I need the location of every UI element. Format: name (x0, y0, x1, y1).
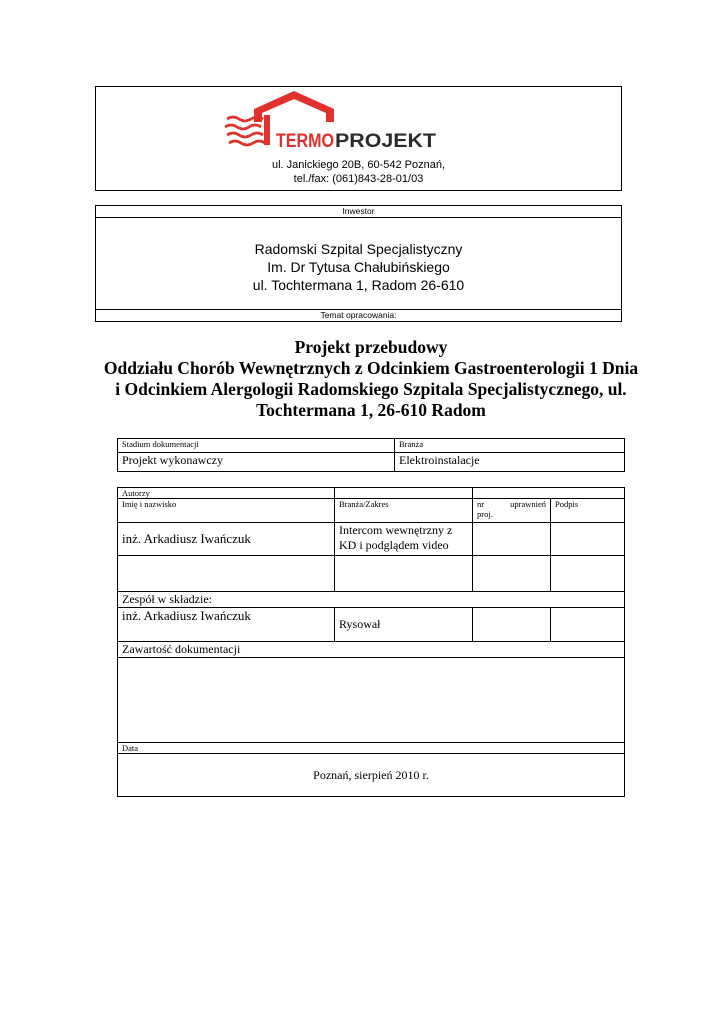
title-line-3: i Odcinkiem Alergologii Radomskiego Szpitala Specjalistycznego, ul. (115, 379, 627, 399)
documentation-stage-table (117, 438, 625, 472)
column-license-heading (473, 499, 551, 523)
author-scope-line-1: Intercom wewnętrzny z (339, 523, 453, 537)
logo-text-termo: TERMO (276, 131, 334, 152)
investor-patron: Im. Dr Tytusa Chałubińskiego (267, 259, 450, 275)
project-title (95, 337, 647, 421)
company-header (95, 86, 622, 191)
authors-heading: Autorzy (118, 488, 335, 499)
author-signature-cell (551, 523, 625, 556)
logo-text-projekt: PROJEKT (335, 131, 437, 152)
stage-label: Stadium dokumentacji (118, 439, 395, 453)
empty-cell (335, 556, 473, 592)
team-member-name: inż. Arkadiusz Iwańczuk (118, 608, 335, 642)
investor-details (96, 240, 621, 294)
authors-table (117, 487, 625, 797)
license-nr: nr (477, 499, 485, 509)
author-name: inż. Arkadiusz Iwańczuk (118, 523, 335, 556)
investor-name: Radomski Szpital Specjalistyczny (254, 241, 463, 257)
author-scope-line-2: KD i podglądem video (339, 538, 449, 552)
termoprojekt-logo (224, 89, 444, 155)
date-value: Poznań, sierpień 2010 r. (118, 754, 625, 797)
license-uprawnien: uprawnień (510, 499, 546, 509)
investor-address: ul. Tochtermana 1, Radom 26-610 (252, 277, 465, 293)
date-heading: Data (118, 743, 625, 754)
team-heading: Zespół w składzie: (118, 592, 625, 608)
title-line-4: Tochtermana 1, 26-610 Radom (256, 400, 486, 420)
column-branch-heading: Branża/Zakres (335, 499, 473, 523)
contents-body (118, 658, 625, 743)
author-license-cell (473, 523, 551, 556)
phone-line: tel./fax: (061)843-28-01/03 (293, 173, 424, 185)
contents-heading: Zawartość dokumentacji (118, 642, 625, 658)
branch-value: Elektroinstalacje (395, 453, 625, 472)
title-line-2: Oddziału Chorób Wewnętrznych z Odcinkiem Gastroenterologii 1 Dnia (103, 358, 639, 378)
company-address (96, 158, 621, 186)
empty-cell (551, 556, 625, 592)
license-proj: proj. (477, 509, 493, 519)
team-signature-cell (551, 608, 625, 642)
empty-cell (118, 556, 335, 592)
team-member-role: Rysował (335, 608, 473, 642)
column-name-heading: Imię i nazwisko (118, 499, 335, 523)
stage-value: Projekt wykonawczy (118, 453, 395, 472)
column-signature-heading: Podpis (551, 499, 625, 523)
title-line-1: Projekt przebudowy (294, 337, 448, 357)
branch-label: Branża (395, 439, 625, 453)
empty-cell (473, 556, 551, 592)
author-scope (335, 523, 473, 556)
topic-heading: Temat opracowania: (96, 309, 621, 321)
address-line: ul. Janickiego 20B, 60-542 Poznań, (271, 159, 446, 171)
team-license-cell (473, 608, 551, 642)
investor-box (95, 205, 622, 322)
investor-heading: Inwestor (96, 206, 621, 218)
